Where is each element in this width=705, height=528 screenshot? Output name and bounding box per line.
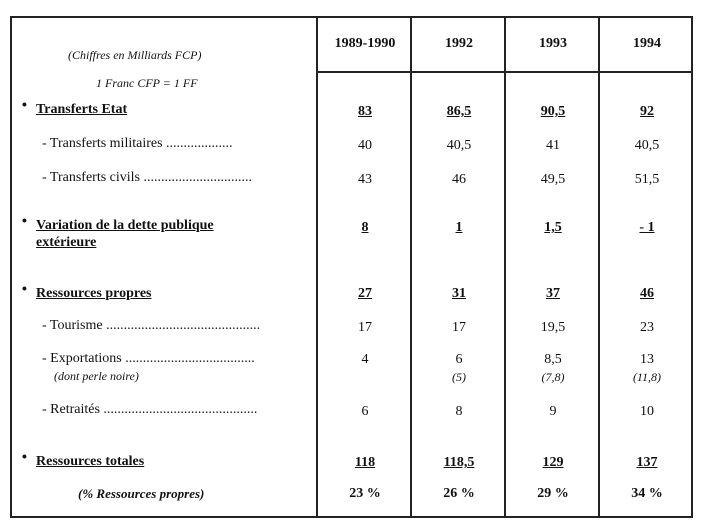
cell-subvalue: (11,8) (632, 370, 662, 384)
cell-value: 4 (361, 352, 369, 367)
row-label-transferts-etat: Transferts Etat (36, 102, 128, 117)
cell-value: 90,5 (540, 104, 566, 119)
cell-value: 41 (546, 138, 560, 153)
column-divider (316, 16, 318, 518)
cell-value: 40,5 (634, 138, 660, 153)
column-header-1994: 1994 (633, 36, 661, 51)
bullet-icon: • (22, 96, 27, 112)
cell-value: 40 (358, 138, 372, 153)
cell-value: 49,5 (540, 172, 566, 187)
cell-value: 6 (455, 352, 463, 367)
cell-value: 8 (361, 220, 369, 235)
cell-value: 118,5 (443, 455, 475, 470)
row-label-variation-dette: Variation de la dette publique (36, 218, 214, 233)
bullet-icon: • (22, 280, 27, 296)
units-note: (Chiffres en Milliards FCP) (68, 48, 202, 62)
row-label-retraites: - Retraités ............................................ (42, 402, 258, 417)
column-header-1992: 1992 (445, 36, 473, 51)
cell-value: 10 (640, 404, 654, 419)
row-label-tourisme: - Tourisme ............................................ (42, 318, 261, 333)
cell-value: 19,5 (540, 320, 566, 335)
cell-value: 46 (640, 286, 654, 301)
row-label-ressources-propres: Ressources propres (36, 286, 152, 301)
cell-value: 1,5 (544, 220, 562, 235)
cell-value: 27 (358, 286, 372, 301)
cell-value: 9 (549, 404, 557, 419)
row-label-transferts-militaires: - Transferts militaires ................... (42, 136, 233, 151)
cell-value: 51,5 (634, 172, 660, 187)
cell-value: 26 % (443, 486, 475, 501)
row-sublabel-perle-noire: (dont perle noire) (54, 369, 139, 383)
cell-value: 8,5 (544, 352, 562, 367)
cell-value: 29 % (537, 486, 569, 501)
cell-value: 37 (546, 286, 560, 301)
cell-value: 86,5 (446, 104, 472, 119)
cell-value: 137 (636, 455, 658, 470)
cell-value: 8 (455, 404, 463, 419)
column-divider (504, 16, 506, 518)
cell-value: 17 (358, 320, 372, 335)
cell-value: 129 (542, 455, 564, 470)
row-label-exportations: - Exportations ..................................... (42, 351, 255, 366)
exchange-rate-note: 1 Franc CFP = 1 FF (96, 76, 198, 90)
bullet-icon: • (22, 212, 27, 228)
column-divider (598, 16, 600, 518)
cell-value: 83 (358, 104, 372, 119)
cell-value: 31 (452, 286, 466, 301)
cell-value: 13 (640, 352, 654, 367)
column-header-1989-1990: 1989-1990 (334, 36, 396, 51)
column-header-1993: 1993 (539, 36, 567, 51)
cell-value: 92 (640, 104, 654, 119)
cell-value: 118 (354, 455, 376, 470)
cell-value: 23 % (349, 486, 381, 501)
column-divider (410, 16, 412, 518)
cell-value: 17 (452, 320, 466, 335)
cell-value: 46 (452, 172, 466, 187)
row-label-pct-ressources-propres: (% Ressources propres) (78, 486, 205, 501)
cell-subvalue: (5) (452, 370, 466, 384)
cell-value: 23 (640, 320, 654, 335)
row-label-ressources-totales: Ressources totales (36, 454, 145, 469)
row-label-variation-dette-line2: extérieure (36, 235, 97, 250)
table-frame (10, 16, 693, 518)
cell-value: - 1 (639, 220, 655, 235)
row-label-transferts-civils: - Transferts civils ............................... (42, 170, 252, 185)
cell-value: 34 % (631, 486, 663, 501)
cell-value: 40,5 (446, 138, 472, 153)
header-divider (316, 71, 693, 73)
cell-value: 43 (358, 172, 372, 187)
cell-value: 1 (455, 220, 463, 235)
bullet-icon: • (22, 448, 27, 464)
cell-value: 6 (361, 404, 369, 419)
cell-subvalue: (7,8) (541, 370, 565, 384)
